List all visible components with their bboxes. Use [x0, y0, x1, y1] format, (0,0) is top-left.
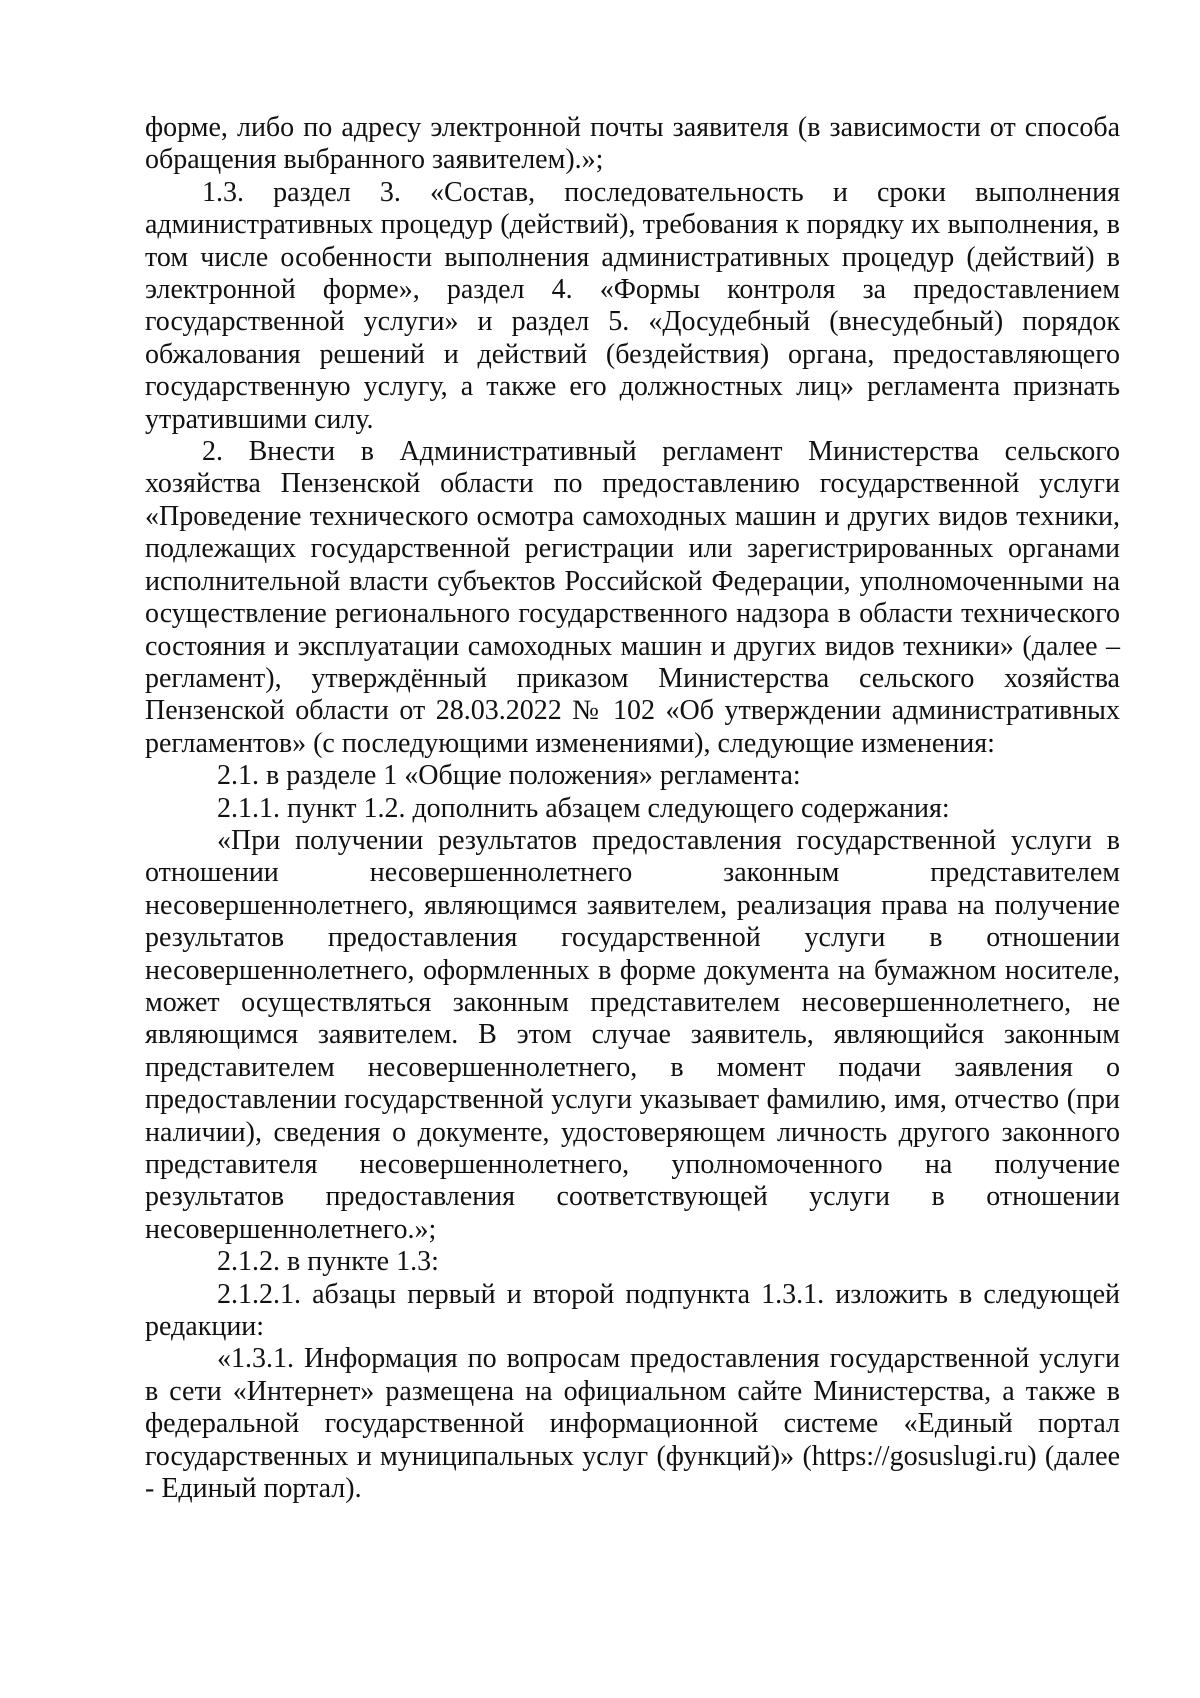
paragraph-quote-minor: «При получении результатов предоставления государственной услуги в отношении несовершеннолетнего законным представителем несовершеннолетнего, являющимся заявителем, реализация права на получение результатов предоставления государственной услуги в отношении несовершеннолетнего, оформленных в форме документа на бумажном носителе, может осуществляться законным представителем несовершеннолетнего, не являющимся заявителем. В этом случае заявитель, являющийся законным представителем несовершеннолетнего, в момент подачи заявления о предоставлении государственной услуги указывает фамилию, имя, отчество (при наличии), сведения о документе, удостоверяющем личность другого законного представителя несовершеннолетнего, уполномоченного на получение результатов предоставления соответствующей услуги в отношении несовершеннолетнего.»; — [145, 824, 1120, 1245]
paragraph-2-1: 2.1. в разделе 1 «Общие положения» регламента: — [217, 760, 801, 792]
paragraph-continuation: форме, либо по адресу электронной почты заявителя (в зависимости от способа обращения выбранного заявителем).»; — [145, 112, 1120, 176]
paragraph-2-1-2: 2.1.2. в пункте 1.3: — [217, 1246, 439, 1278]
paragraph-2-1-2-1: 2.1.2.1. абзацы первый и второй подпункта 1.3.1. изложить в следующей редакции: — [145, 1278, 1120, 1343]
document-page — [145, 112, 1120, 1505]
paragraph-1-3: 1.3. раздел 3. «Состав, последовательность и сроки выполнения административных процедур (действий), требования к порядку их выполнения, в том числе особенности выполнения административных процедур (действий) в электронной форме», раздел 4. «Формы контроля за предоставлением государственной услуги» и раздел 5. «Досудебный (внесудебный) порядок обжалования решений и действий (бездействия) органа, предоставляющего государственную услугу, а также его должностных лиц» регламента признать утратившими силу. — [145, 176, 1120, 435]
paragraph-quote-1-3-1: «1.3.1. Информация по вопросам предоставления государственной услуги в сети «Интернет» размещена на официальном сайте Министерства, а также в федеральной государственной информационной системе «Единый портал государственных и муниципальных услуг (функций)» (https://gosuslugi.ru) (далее - Единый портал). — [145, 1343, 1120, 1505]
paragraph-2-1-1: 2.1.1. пункт 1.2. дополнить абзацем следующего содержания: — [217, 792, 950, 824]
paragraph-2: 2. Внести в Административный регламент Министерства сельского хозяйства Пензенской области по предоставлению государственной услуги «Проведение технического осмотра самоходных машин и других видов техники, подлежащих государственной регистрации или зарегистрированных органами исполнительной власти субъектов Российской Федерации, уполномоченными на осуществление регионального государственного надзора в области технического состояния и эксплуатации самоходных машин и других видов техники» (далее – регламент), утверждённый приказом Министерства сельского хозяйства Пензенской области от 28.03.2022 № 102 «Об утверждении административных регламентов» (с последующими изменениями), следующие изменения: — [145, 436, 1120, 759]
